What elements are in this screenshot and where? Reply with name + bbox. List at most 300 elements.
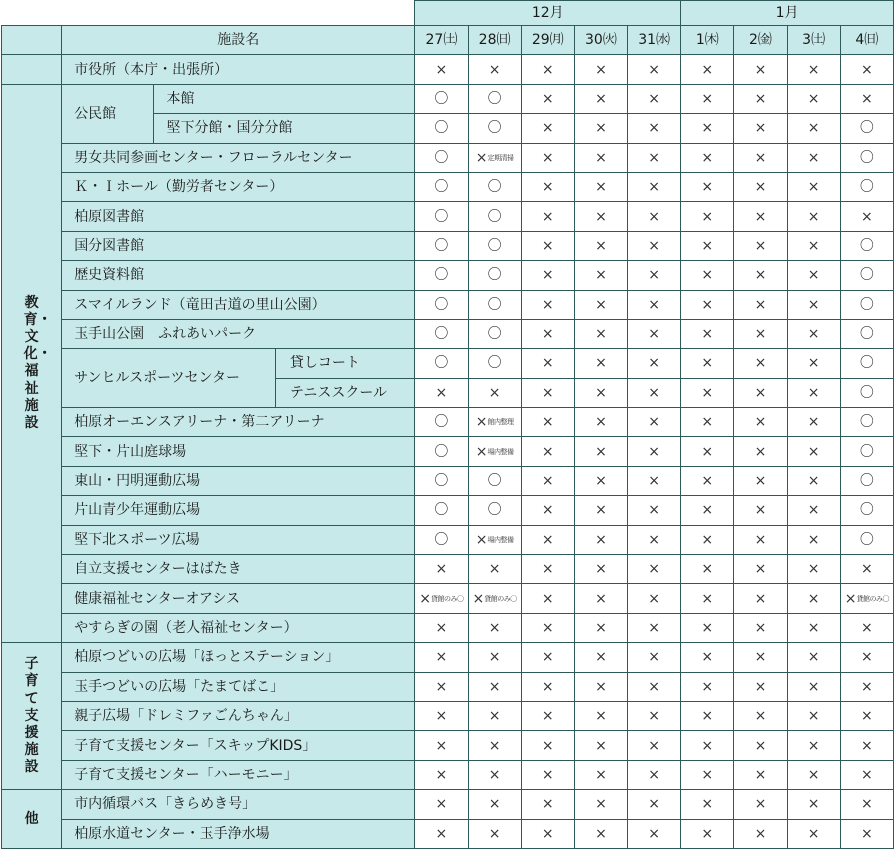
status-cell — [787, 701, 840, 730]
status-mark: × — [701, 267, 714, 284]
status-cell — [415, 584, 468, 613]
status-cell — [681, 437, 734, 466]
status-cell — [681, 466, 734, 495]
date-header: 27㈯ — [415, 26, 468, 55]
status-mark: × — [807, 355, 820, 372]
status-mark: × — [595, 678, 607, 695]
status-cell — [574, 466, 627, 495]
facility-name: 柏原図書館 — [62, 202, 415, 231]
status-cell — [734, 378, 787, 407]
status-mark: 〇 — [434, 90, 449, 107]
status-cell — [681, 143, 734, 172]
status-cell — [468, 672, 521, 701]
status-mark: × — [541, 473, 554, 490]
status-cell — [734, 731, 787, 760]
status-mark: × — [754, 120, 767, 137]
status-cell — [787, 525, 840, 554]
date-header: 31㈬ — [628, 26, 681, 55]
status-cell — [734, 84, 787, 113]
status-mark: 〇 — [434, 326, 449, 343]
status-mark: × — [488, 825, 501, 842]
status-cell — [574, 819, 627, 848]
facility-name: 健康福祉センターオアシス — [62, 584, 415, 613]
status-cell — [415, 172, 468, 201]
status-mark: 〇 — [859, 267, 874, 284]
status-cell — [468, 231, 521, 260]
status-cell — [574, 613, 627, 642]
status-mark: × — [701, 208, 714, 225]
status-mark: × — [701, 737, 714, 754]
status-mark: 〇 — [859, 502, 874, 519]
status-cell — [468, 437, 521, 466]
status-cell — [787, 290, 840, 319]
date-header-row — [2, 26, 894, 55]
facility-name: 歴史資料館 — [62, 261, 415, 290]
status-mark: × — [754, 384, 767, 401]
status-mark: × — [648, 708, 660, 725]
status-cell — [415, 319, 468, 348]
status-mark: × — [754, 296, 767, 313]
status-cell — [628, 172, 681, 201]
status-cell — [840, 349, 893, 378]
status-mark: 〇 — [434, 179, 449, 196]
status-cell — [468, 261, 521, 290]
status-mark: × — [807, 443, 820, 460]
status-mark: 〇 — [859, 443, 874, 460]
status-mark: × — [860, 61, 873, 78]
facility-name: 男女共同参画センター・フローラルセンター — [62, 143, 415, 172]
status-cell — [628, 290, 681, 319]
status-mark: × — [595, 120, 607, 137]
status-mark: × — [488, 561, 501, 578]
status-cell — [574, 84, 627, 113]
facility-name: 堅下・片山庭球場 — [62, 437, 415, 466]
status-mark: 〇 — [487, 355, 502, 372]
status-cell — [840, 466, 893, 495]
status-mark: × — [541, 708, 554, 725]
status-cell — [468, 731, 521, 760]
facility-name: 堅下北スポーツ広場 — [62, 525, 415, 554]
status-cell — [521, 261, 574, 290]
status-mark: × — [541, 414, 554, 431]
status-cell — [734, 290, 787, 319]
status-cell — [787, 55, 840, 84]
status-cell — [468, 613, 521, 642]
status-mark: × — [754, 355, 767, 372]
status-cell — [840, 584, 893, 613]
status-cell — [468, 202, 521, 231]
status-cell — [468, 349, 521, 378]
status-mark: × — [701, 473, 714, 490]
status-cell — [734, 819, 787, 848]
status-mark: × — [541, 796, 554, 813]
status-mark: × — [701, 179, 714, 196]
status-mark: × — [807, 502, 820, 519]
status-cell — [574, 525, 627, 554]
status-cell — [521, 584, 574, 613]
status-cell — [574, 202, 627, 231]
status-mark: 〇 — [859, 384, 874, 401]
status-mark: × — [701, 708, 714, 725]
status-cell — [468, 466, 521, 495]
status-mark: × — [475, 414, 488, 431]
facility-row — [2, 466, 894, 495]
status-cell — [628, 378, 681, 407]
status-cell — [840, 143, 893, 172]
facility-group-name: 公民館 — [62, 84, 154, 143]
status-mark: × — [754, 502, 767, 519]
facility-row — [2, 613, 894, 642]
status-mark: 〇 — [859, 414, 874, 431]
status-cell — [734, 643, 787, 672]
facility-row — [2, 437, 894, 466]
status-mark: × — [754, 649, 767, 666]
status-mark: 〇 — [434, 267, 449, 284]
status-mark: × — [541, 355, 554, 372]
status-mark: × — [435, 561, 448, 578]
category-childcare-support — [2, 643, 62, 790]
status-cell — [787, 114, 840, 143]
status-cell — [415, 114, 468, 143]
facility-name: 堅下分館・国分分館 — [154, 114, 415, 143]
status-cell — [734, 760, 787, 789]
status-cell — [574, 643, 627, 672]
facility-group-name: サンヒルスポーツセンター — [62, 349, 276, 408]
facility-row — [2, 349, 894, 378]
status-mark: × — [595, 179, 607, 196]
status-cell — [628, 819, 681, 848]
status-mark: × — [807, 326, 820, 343]
status-cell — [574, 261, 627, 290]
status-mark: × — [807, 267, 820, 284]
status-mark: × — [595, 355, 607, 372]
status-mark: × — [860, 708, 873, 725]
status-cell — [840, 613, 893, 642]
status-cell — [574, 790, 627, 819]
status-cell — [734, 55, 787, 84]
status-cell — [574, 231, 627, 260]
status-cell — [574, 672, 627, 701]
status-mark: × — [541, 149, 554, 166]
status-cell — [521, 172, 574, 201]
status-mark: × — [648, 620, 660, 636]
status-mark: 〇 — [487, 296, 502, 313]
status-mark: × — [648, 796, 660, 813]
status-cell — [521, 731, 574, 760]
category-blank-cell — [2, 55, 62, 84]
facility-row — [2, 143, 894, 172]
status-mark: × — [701, 414, 714, 431]
date-header: 3㈯ — [787, 26, 840, 55]
category-education-culture-welfare — [2, 84, 62, 642]
status-cell — [840, 290, 893, 319]
status-cell — [628, 202, 681, 231]
status-mark: × — [754, 678, 767, 695]
status-mark: × — [701, 649, 714, 666]
status-cell — [574, 731, 627, 760]
status-mark: 〇 — [859, 326, 874, 343]
status-mark: × — [595, 61, 607, 78]
status-cell — [681, 496, 734, 525]
status-mark: × — [648, 90, 660, 107]
status-cell — [840, 231, 893, 260]
date-header: 4㈰ — [840, 26, 893, 55]
date-header: 29㈪ — [521, 26, 574, 55]
status-cell — [734, 319, 787, 348]
status-mark: × — [648, 414, 660, 431]
status-cell — [840, 378, 893, 407]
status-mark: × — [541, 825, 554, 842]
status-mark: × — [701, 590, 714, 607]
status-mark: 〇 — [859, 296, 874, 313]
status-cell — [840, 496, 893, 525]
facility-row — [2, 819, 894, 848]
facility-name: 柏原つどいの広場「ほっとステーション」 — [62, 643, 415, 672]
status-mark: × — [807, 61, 820, 78]
status-mark: × — [701, 149, 714, 166]
status-mark: × — [701, 355, 714, 372]
status-mark: × — [488, 649, 501, 666]
status-cell — [521, 84, 574, 113]
status-mark: × — [807, 296, 820, 313]
status-cell — [787, 408, 840, 437]
status-mark: × — [807, 237, 820, 254]
status-cell — [840, 701, 893, 730]
status-cell — [415, 408, 468, 437]
status-cell — [787, 84, 840, 113]
status-cell — [734, 790, 787, 819]
status-mark: × — [754, 590, 767, 607]
status-cell — [574, 114, 627, 143]
status-cell — [415, 555, 468, 584]
status-cell — [840, 319, 893, 348]
status-cell — [681, 349, 734, 378]
status-mark: × — [648, 326, 660, 343]
status-mark: × — [435, 649, 448, 666]
status-mark: × — [541, 502, 554, 519]
status-mark: 〇 — [487, 179, 502, 196]
status-cell — [681, 231, 734, 260]
status-mark: × — [541, 443, 554, 460]
status-cell — [521, 466, 574, 495]
status-cell — [787, 466, 840, 495]
category-label: 教育・文化・福祉施設 — [23, 295, 52, 431]
status-cell — [521, 496, 574, 525]
status-cell — [628, 555, 681, 584]
status-mark: × — [807, 531, 820, 548]
status-mark: 〇 — [487, 237, 502, 254]
status-mark: × — [807, 561, 820, 578]
status-mark: × — [754, 766, 767, 783]
facility-name: やすらぎの園（老人福祉センター） — [62, 613, 415, 642]
status-cell — [787, 261, 840, 290]
status-mark: × — [595, 414, 607, 431]
status-cell — [787, 378, 840, 407]
status-mark: × — [701, 443, 714, 460]
status-mark: × — [860, 90, 873, 107]
status-mark: × — [648, 149, 660, 166]
status-mark: × — [541, 737, 554, 754]
status-mark: × — [595, 208, 607, 225]
status-cell — [521, 819, 574, 848]
status-mark: × — [488, 796, 501, 813]
status-cell — [840, 790, 893, 819]
status-mark: × — [807, 384, 820, 401]
status-mark: 〇 — [859, 473, 874, 490]
status-cell — [415, 643, 468, 672]
status-mark: × — [860, 737, 873, 754]
status-cell — [734, 701, 787, 730]
status-mark: × — [754, 90, 767, 107]
status-cell — [681, 613, 734, 642]
status-cell — [734, 349, 787, 378]
status-mark: × — [860, 825, 873, 842]
date-header: 2㈮ — [734, 26, 787, 55]
status-cell — [734, 114, 787, 143]
status-mark: 〇 — [434, 531, 449, 548]
status-cell — [787, 496, 840, 525]
status-mark: × — [807, 473, 820, 490]
status-mark: × — [488, 737, 501, 754]
facility-row — [2, 555, 894, 584]
status-mark: × — [419, 590, 432, 607]
status-mark: × — [435, 384, 448, 401]
status-mark: × — [754, 561, 767, 578]
facility-row — [2, 701, 894, 730]
category-header-corner — [2, 26, 62, 55]
status-mark: × — [475, 149, 488, 166]
status-cell — [787, 731, 840, 760]
status-cell — [734, 672, 787, 701]
status-cell — [574, 584, 627, 613]
status-mark: × — [754, 179, 767, 196]
status-mark: × — [595, 296, 607, 313]
facility-name: 本館 — [154, 84, 415, 113]
status-cell — [734, 202, 787, 231]
status-cell — [787, 643, 840, 672]
status-note: 貸館のみ〇 — [856, 594, 889, 603]
status-cell — [468, 790, 521, 819]
status-cell — [415, 55, 468, 84]
status-cell — [787, 231, 840, 260]
status-mark: 〇 — [487, 90, 502, 107]
status-mark: × — [807, 208, 820, 225]
status-cell — [681, 172, 734, 201]
header-spacer — [2, 1, 415, 26]
status-mark: × — [701, 296, 714, 313]
status-cell — [468, 55, 521, 84]
status-mark: × — [754, 825, 767, 842]
status-mark: × — [648, 766, 660, 783]
status-mark: × — [488, 61, 501, 78]
status-cell — [628, 84, 681, 113]
status-note: 定期清掃 — [487, 153, 514, 162]
status-cell — [734, 231, 787, 260]
status-mark: × — [648, 561, 660, 578]
status-cell — [521, 114, 574, 143]
status-mark: × — [541, 649, 554, 666]
status-mark: × — [754, 443, 767, 460]
status-cell — [415, 790, 468, 819]
status-cell — [787, 613, 840, 642]
status-cell — [734, 261, 787, 290]
status-cell — [521, 349, 574, 378]
status-mark: × — [648, 649, 660, 666]
status-cell — [787, 555, 840, 584]
status-mark: × — [541, 296, 554, 313]
status-cell — [574, 408, 627, 437]
status-cell — [415, 143, 468, 172]
status-cell — [840, 202, 893, 231]
status-cell — [468, 555, 521, 584]
date-header: 1㈭ — [681, 26, 734, 55]
facility-row — [2, 202, 894, 231]
status-mark: × — [860, 796, 873, 813]
status-mark: × — [435, 678, 448, 695]
status-note: 貸館のみ〇 — [484, 594, 517, 603]
status-cell — [521, 760, 574, 789]
facility-row — [2, 672, 894, 701]
status-cell — [574, 319, 627, 348]
status-mark: × — [541, 179, 554, 196]
status-mark: × — [807, 620, 820, 636]
status-mark: × — [807, 678, 820, 695]
status-cell — [468, 84, 521, 113]
status-cell — [628, 643, 681, 672]
status-cell — [415, 525, 468, 554]
status-mark: × — [754, 267, 767, 284]
facility-row — [2, 408, 894, 437]
facility-row — [2, 643, 894, 672]
status-cell — [840, 643, 893, 672]
status-mark: × — [648, 208, 660, 225]
facility-row — [2, 584, 894, 613]
status-cell — [628, 55, 681, 84]
status-mark: × — [807, 590, 820, 607]
status-mark: × — [648, 179, 660, 196]
status-mark: × — [595, 384, 607, 401]
status-cell — [787, 349, 840, 378]
status-cell — [468, 114, 521, 143]
status-cell — [840, 84, 893, 113]
status-mark: × — [860, 649, 873, 666]
status-mark: × — [595, 443, 607, 460]
status-cell — [574, 143, 627, 172]
status-mark: × — [488, 620, 501, 636]
status-cell — [521, 613, 574, 642]
status-mark: 〇 — [434, 296, 449, 313]
status-cell — [468, 378, 521, 407]
status-mark: 〇 — [434, 473, 449, 490]
status-cell — [415, 437, 468, 466]
status-mark: × — [754, 620, 767, 636]
status-mark: × — [488, 708, 501, 725]
status-cell — [521, 525, 574, 554]
status-mark: × — [807, 120, 820, 137]
status-cell — [840, 525, 893, 554]
facility-name: 片山青少年運動広場 — [62, 496, 415, 525]
status-mark: × — [475, 443, 488, 460]
status-cell — [628, 731, 681, 760]
status-mark: × — [541, 590, 554, 607]
status-mark: 〇 — [487, 267, 502, 284]
status-cell — [521, 701, 574, 730]
status-mark: × — [595, 796, 607, 813]
status-mark: × — [754, 149, 767, 166]
status-mark: 〇 — [859, 237, 874, 254]
status-cell — [521, 643, 574, 672]
status-mark: × — [754, 208, 767, 225]
